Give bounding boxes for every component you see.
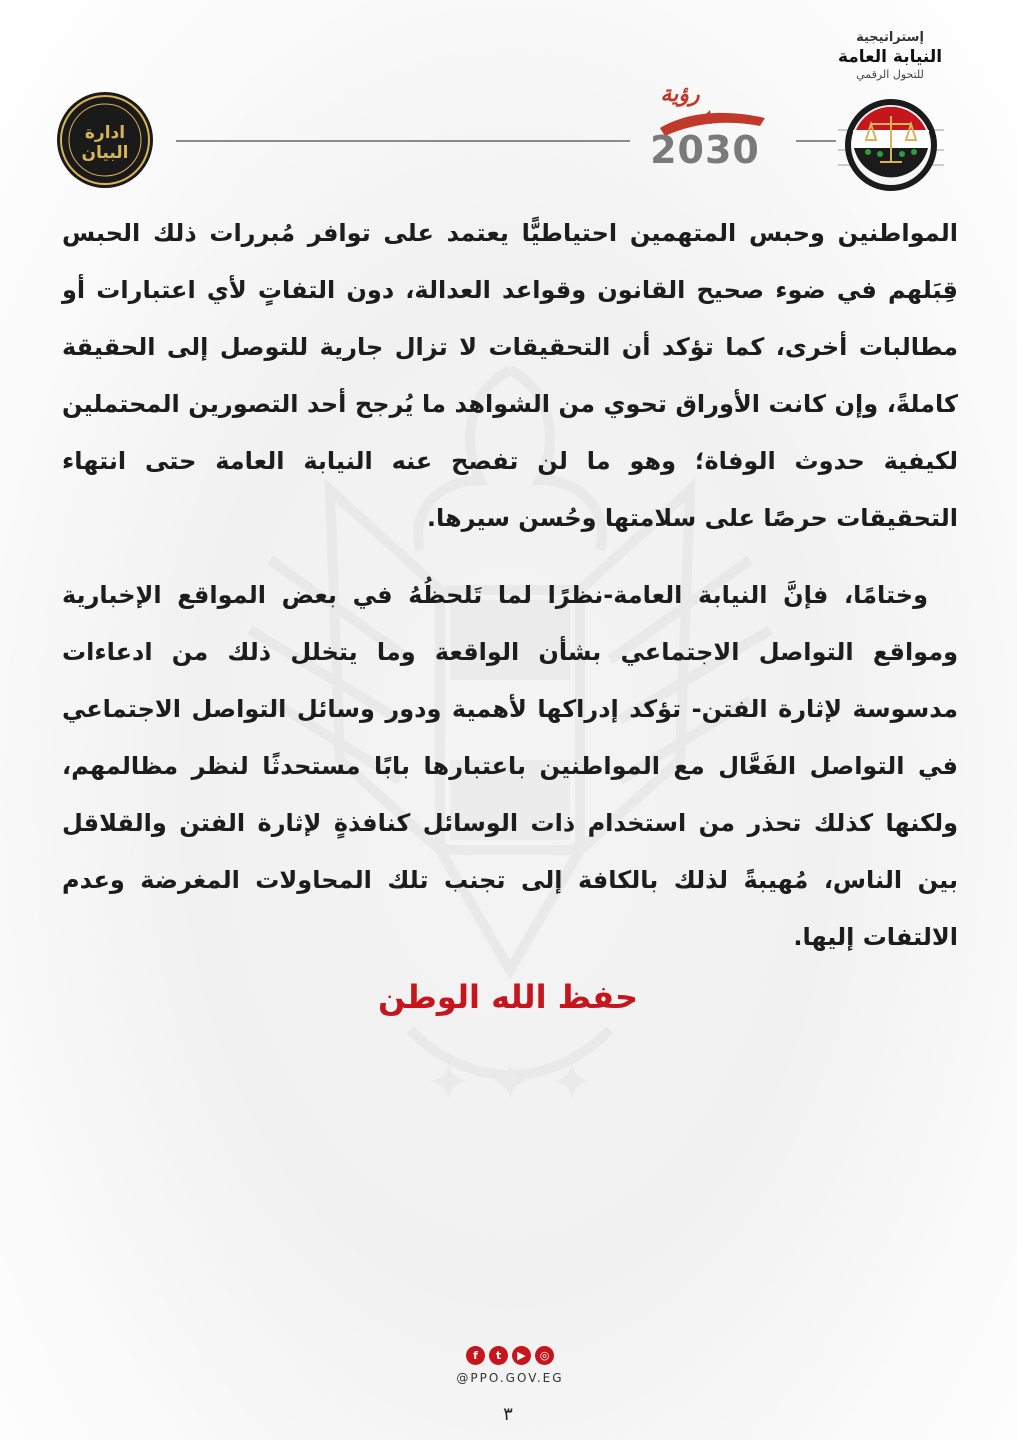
- public-prosecution-seal-icon: [836, 90, 946, 200]
- header-divider-right: [796, 140, 836, 142]
- vision-year: 2030: [650, 128, 760, 172]
- strategy-sub: للتحول الرقمي: [856, 68, 924, 81]
- statement-body: [62, 205, 958, 966]
- logo-line-2: البيان: [81, 143, 129, 163]
- media-department-logo-text: [55, 123, 155, 163]
- logo-line-1: ادارة: [84, 123, 126, 143]
- svg-text:✦ ✦ ✦: ✦ ✦ ✦: [426, 1053, 594, 1113]
- paragraph-2: وختامًا، فإنَّ النيابة العامة-نظرًا لما تَلحظُهُ في بعض المواقع الإخبارية ومواقع التواصل الاجتماعي بشأن الواقعة وما يتخلل ذلك من ادعاءات مدسوسة لإثارة الفتن- تؤكد إدراكها لأهمية ودور وسائل التواصل الاجتماعي في التواصل الفَعَّال مع المواطنين باعتبارها بابًا مستحدثًا لنظر مظالمهم، ولكنها كذلك تحذر من استخدام ذات الوسائل كنافذةٍ لإثارة الفتن والقلاقل بين الناس، مُهيبةً لذلك بالكافة إلى تجنب تلك المحاولات المغرضة وعدم الالتفات إليها.: [62, 581, 958, 951]
- instagram-icon[interactable]: ◎: [535, 1346, 554, 1365]
- social-links: [460, 1346, 560, 1365]
- social-handle[interactable]: @PPO.GOV.EG: [456, 1371, 564, 1385]
- strategy-top: إستراتيجية: [856, 30, 924, 45]
- twitter-icon[interactable]: t: [489, 1346, 508, 1365]
- page-number: ٣: [503, 1404, 513, 1425]
- strategy-main: النيابة العامة: [837, 47, 943, 67]
- vision-label: رؤية: [660, 82, 700, 107]
- facebook-icon[interactable]: f: [466, 1346, 485, 1365]
- digital-strategy-label: [800, 30, 980, 82]
- youtube-icon[interactable]: ▶: [512, 1346, 531, 1365]
- paragraph-1: المواطنين وحبس المتهمين احتياطيًّا يعتمد على توافر مُبررات ذلك الحبس قِبَلهم في ضوء صحيح القانون وقواعد العدالة، دون التفاتٍ لأي اعتبارات أو مطالبات أخرى، كما تؤكد أن التحقيقات لا تزال جارية للتوصل إلى الحقيقة كاملةً، وإن كانت الأوراق تحوي من الشواهد ما يُرجح أحد التصورين المحتملين لكيفية حدوث الوفاة؛ وهو ما لن تفصح عنه النيابة العامة حتى انتهاء التحقيقات حرصًا على سلامتها وحُسن سيرها.: [62, 219, 958, 532]
- closing-phrase: حفظ الله الوطن: [377, 978, 639, 1016]
- header-divider-left: [176, 140, 630, 142]
